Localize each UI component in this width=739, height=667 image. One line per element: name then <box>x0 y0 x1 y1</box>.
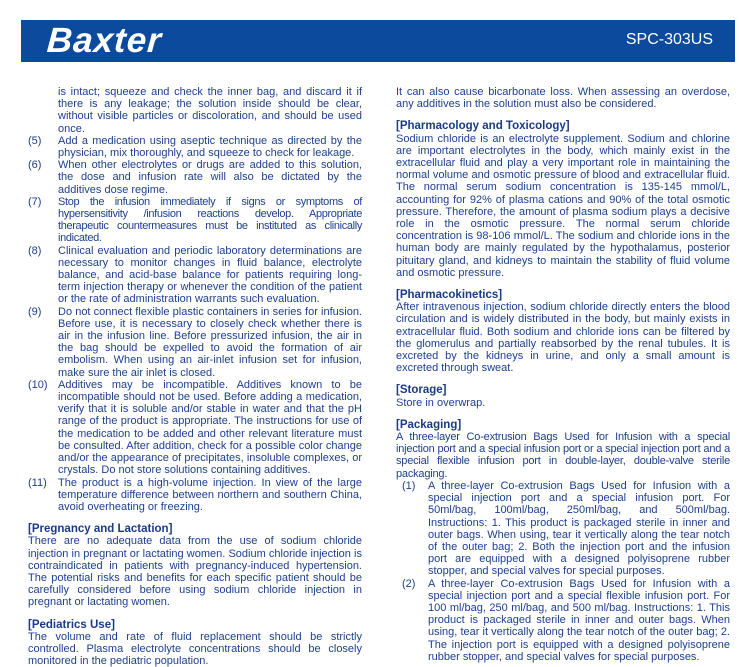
list-item: (10) Additives may be incompatible. Additives known to be incompatible should not be used. Before adding a medication, verify that it is soluble and/or stable in water and that the pH range of the product is appropriate. The instructions for use of the medication to be added and other relevant literature must be consulted. After addition, check for a possible color change and/or the appearance of precipitates, insoluble complexes, or crystals. Do not store solutions containing additives. <box>28 378 362 477</box>
list-item: (5) Add a medication using aseptic technique as directed by the physician, mix thoroughly, and squeeze to check for leakage. <box>28 134 362 160</box>
document-code: SPC-303US <box>625 31 713 48</box>
section-text-pharmacokinetics: After intravenous injection, sodium chloride directly enters the blood circulation and is widely distributed in the body, but mainly exists in extracellular fluid. Both sodium and chloride ions can be filtered by the glomerulus and partially reabsorbed by the renal tubules. It is excreted by the kidneys in urine, and only a small amount is excreted through sweat. <box>396 301 730 375</box>
baxter-logo: Baxter <box>45 21 164 60</box>
left-column <box>28 86 362 667</box>
section-heading-pediatrics: [Pediatrics Use] <box>28 618 115 631</box>
section-text-storage: Store in overwrap. <box>396 396 486 409</box>
header-banner <box>21 20 735 62</box>
section-text-pharmacology: Sodium chloride is an electrolyte supplement. Sodium and chlorine are important electrolytes in the body, which mainly exist in the extracellular fluid and play a very important role in maintaining the normal volume and osmotic pressure of blood and extracellular fluid. The normal serum sodium concentration is 135-145 mmol/L, accounting for 92% of plasma cations and 90% of the total osmotic pressure. Therefore, the amount of plasma sodium plays a decisive role in the osmotic pressure. The normal serum chloride concentration is 98-106 mmol/L. The sodium and chloride ions in the human body are mainly regulated by the hypothalamus, posterior pituitary gland, and kidneys to maintain the stability of fluid volume and osmotic pressure. <box>396 132 730 279</box>
overdose-continuation: It can also cause bicarbonate loss. When assessing an overdose, any additives in the solution must also be considered. <box>396 86 730 111</box>
right-column <box>396 86 730 663</box>
section-heading-storage: [Storage] <box>396 384 447 397</box>
list-item: (8) Clinical evaluation and periodic laboratory determinations are necessary to monitor changes in fluid balance, electrolyte balance, and acid-base balance for patients requiring long-term injection therapy or whenever the condition of the patient or the rate of administration warrants such evaluation. <box>28 244 362 306</box>
list-item: (2) A three-layer Co-extrusion Bags Used for Infusion with a special injection port and a special flexible infusion port. For 100 ml/bag, 250 ml/bag, and 500 ml/bag. Instructions: 1. This product is packaged sterile in inner and outer bags. When using, tear it vertically along the tear notch of the outer bag; 2. The injection port is equipped with a designed polyisoprene rubber stopper, and special valves for special purposes. <box>402 577 730 663</box>
section-heading-packaging: [Packaging] <box>396 418 462 431</box>
section-text-packaging: A three-layer Co-extrusion Bags Used for Infusion with a special injection port and a special infusion port or a special injection port and a special flexible infusion port in double-layer, double-valve sterile packaging. <box>396 431 730 480</box>
list-item: (11) The product is a high-volume injection. In view of the large temperature difference between northern and southern China, avoid overheating or freezing. <box>28 476 362 513</box>
list-item: (7) Stop the infusion immediately if signs or symptoms of hypersensitivity /infusion reactions develop. Appropriate therapeutic countermeasures must be instituted as clinically indicated. <box>28 195 362 245</box>
section-heading-pregnancy: [Pregnancy and Lactation] <box>28 523 173 536</box>
section-text-pediatrics: The volume and rate of fluid replacement should be strictly controlled. Plasma electrolyte concentrations should be closely monitored in the pediatric population. <box>28 630 362 667</box>
list-item: (1) A three-layer Co-extrusion Bags Used for Infusion with a special injection port and a special infusion port. For 50ml/bag, 100ml/bag, 250ml/bag, and 500ml/bag. Instructions: 1. This product is packaged sterile in inner and outer bags. When using, tear it vertically along the tear notch of the outer bag; 2. Both the injection port and the infusion port are equipped with a designed polyisoprene rubber stopper, and special valves for special purposes. <box>402 479 730 578</box>
section-heading-pharmacokinetics: [Pharmacokinetics] <box>396 289 503 302</box>
section-text-pregnancy: There are no adequate data from the use of sodium chloride injection in pregnant or lactating women. Sodium chloride injection is contraindicated in patients with pregnancy-induced hypertension. The potential risks and benefits for each specific patient should be carefully considered before using sodium chloride injection in pregnant or lactating women. <box>28 535 362 609</box>
list-item: (6) When other electrolytes or drugs are added to this solution, the dose and infusion rate will also be dictated by the additives dose regime. <box>28 159 362 196</box>
section-heading-pharmacology: [Pharmacology and Toxicology] <box>396 120 570 133</box>
item-4-continuation: is intact; squeeze and check the inner bag, and discard it if there is any leakage; the solution inside should be clear, without visible particles or discoloration, and should be used once. <box>58 86 362 135</box>
list-item: (9) Do not connect flexible plastic containers in series for infusion. Before use, it is necessary to closely check whether there is air in the infusion line. Before pressurized infusion, the air in the bag should be expelled to avoid the formation of air embolism. When using an air-inlet infusion set for infusion, make sure the air inlet is closed. <box>28 305 362 379</box>
